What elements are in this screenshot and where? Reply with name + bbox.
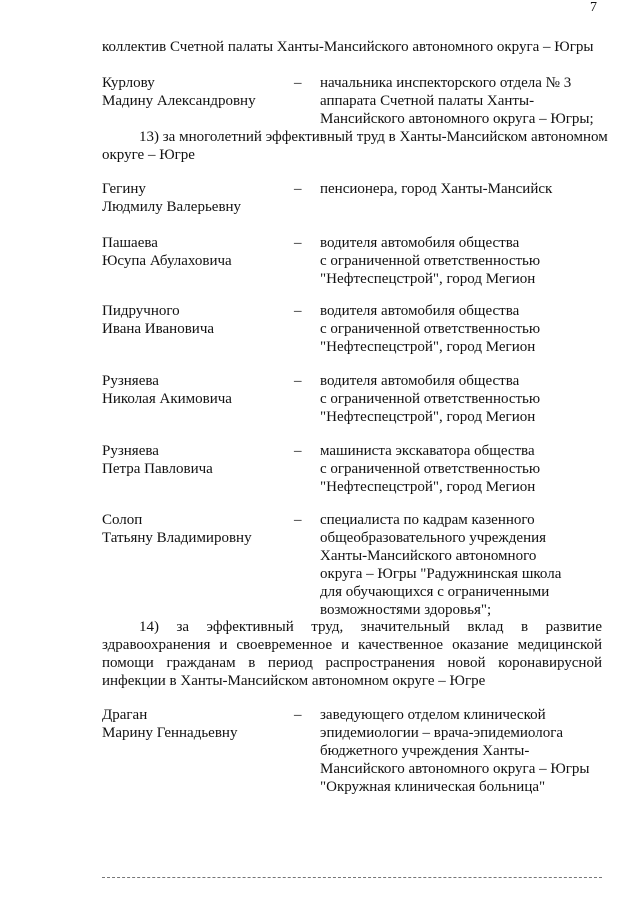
recipient-name [102,302,282,338]
position-line: с ограниченной ответственностью [320,253,541,269]
page-number: 7 [590,0,597,15]
position-line: машиниста экскаватора общества [320,443,535,459]
position-line: водителя автомобиля общества [320,303,520,319]
recipient-position [320,372,620,426]
dash-separator: – [294,512,302,528]
position-line: пенсионера, город Ханты-Мансийск [320,181,553,197]
name-line: Курлову [102,75,155,91]
position-line: с ограниченной ответственностью [320,461,541,477]
dash-separator: – [294,75,302,91]
lead-text: коллектив Счетной палаты Ханты-Мансийского автономного округа – Югры [102,39,594,55]
position-line: "Нефтеспецстрой", город Мегион [320,339,536,355]
position-line: Ханты-Мансийского автономного [320,548,537,564]
recipient-position [320,234,620,288]
position-line: Мансийского автономного округа – Югры; [320,111,594,127]
dash-separator: – [294,373,302,389]
recipient-name [102,706,282,742]
footer-divider [102,877,602,878]
position-line: "Нефтеспецстрой", город Мегион [320,409,536,425]
recipient-name [102,372,282,408]
position-line: возможностями здоровья"; [320,602,492,618]
dash-separator: – [294,235,302,251]
recipient-name [102,234,282,270]
section-line: 14) за эффективный труд, значительный вклад в развитие [139,619,602,635]
name-line: Рузняева [102,373,159,389]
recipient-position [320,180,620,198]
position-line: заведующего отделом клинической [320,707,546,723]
name-line: Драган [102,707,148,723]
position-line: "Нефтеспецстрой", город Мегион [320,479,536,495]
recipient-position [320,511,620,619]
position-line: округа – Югры "Радужнинская школа [320,566,562,582]
name-line: Мадину Александровну [102,93,256,109]
recipient-position [320,302,620,356]
position-line: специалиста по кадрам казенного [320,512,535,528]
name-line: Рузняева [102,443,159,459]
section-line: 13) за многолетний эффективный труд в Ханты-Мансийском автономном [139,129,608,145]
name-line: Солоп [102,512,143,528]
name-line: Татьяну Владимировну [102,530,252,546]
position-line: Мансийского автономного округа – Югры [320,761,590,777]
section-line: помощи гражданам в период распространения новой коронавирусной [102,655,602,671]
position-line: водителя автомобиля общества [320,373,520,389]
dash-separator: – [294,181,302,197]
name-line: Юсупа Абулаховича [102,253,232,269]
section-line: округе – Югре [102,147,195,163]
recipient-name [102,74,282,110]
recipient-name [102,442,282,478]
section-line: инфекции в Ханты-Мансийском автономном округе – Югре [102,673,486,689]
dash-separator: – [294,443,302,459]
name-line: Пашаева [102,235,158,251]
position-line: аппарата Счетной палаты Ханты- [320,93,535,109]
section-line: здравоохранения и своевременное и качественное оказание медицинской [102,637,602,653]
recipient-position [320,706,620,796]
name-line: Гегину [102,181,146,197]
recipient-name [102,180,282,216]
position-line: начальника инспекторского отдела № 3 [320,75,572,91]
name-line: Пидручного [102,303,180,319]
name-line: Петра Павловича [102,461,213,477]
recipient-name [102,511,282,547]
position-line: "Нефтеспецстрой", город Мегион [320,271,536,287]
position-line: "Окружная клиническая больница" [320,779,546,795]
position-line: эпидемиологии – врача-эпидемиолога [320,725,564,741]
name-line: Ивана Ивановича [102,321,215,337]
name-line: Людмилу Валерьевну [102,199,242,215]
recipient-position [320,74,620,128]
dash-separator: – [294,303,302,319]
position-line: с ограниченной ответственностью [320,321,541,337]
dash-separator: – [294,707,302,723]
position-line: водителя автомобиля общества [320,235,520,251]
section-13-heading [102,128,608,164]
name-line: Николая Акимовича [102,391,232,407]
position-line: бюджетного учреждения Ханты- [320,743,530,759]
position-line: с ограниченной ответственностью [320,391,541,407]
recipient-position [320,442,620,496]
position-line: общеобразовательного учреждения [320,530,547,546]
section-14-heading [102,618,602,690]
position-line: для обучающихся с ограниченными [320,584,550,600]
name-line: Марину Геннадьевну [102,725,238,741]
